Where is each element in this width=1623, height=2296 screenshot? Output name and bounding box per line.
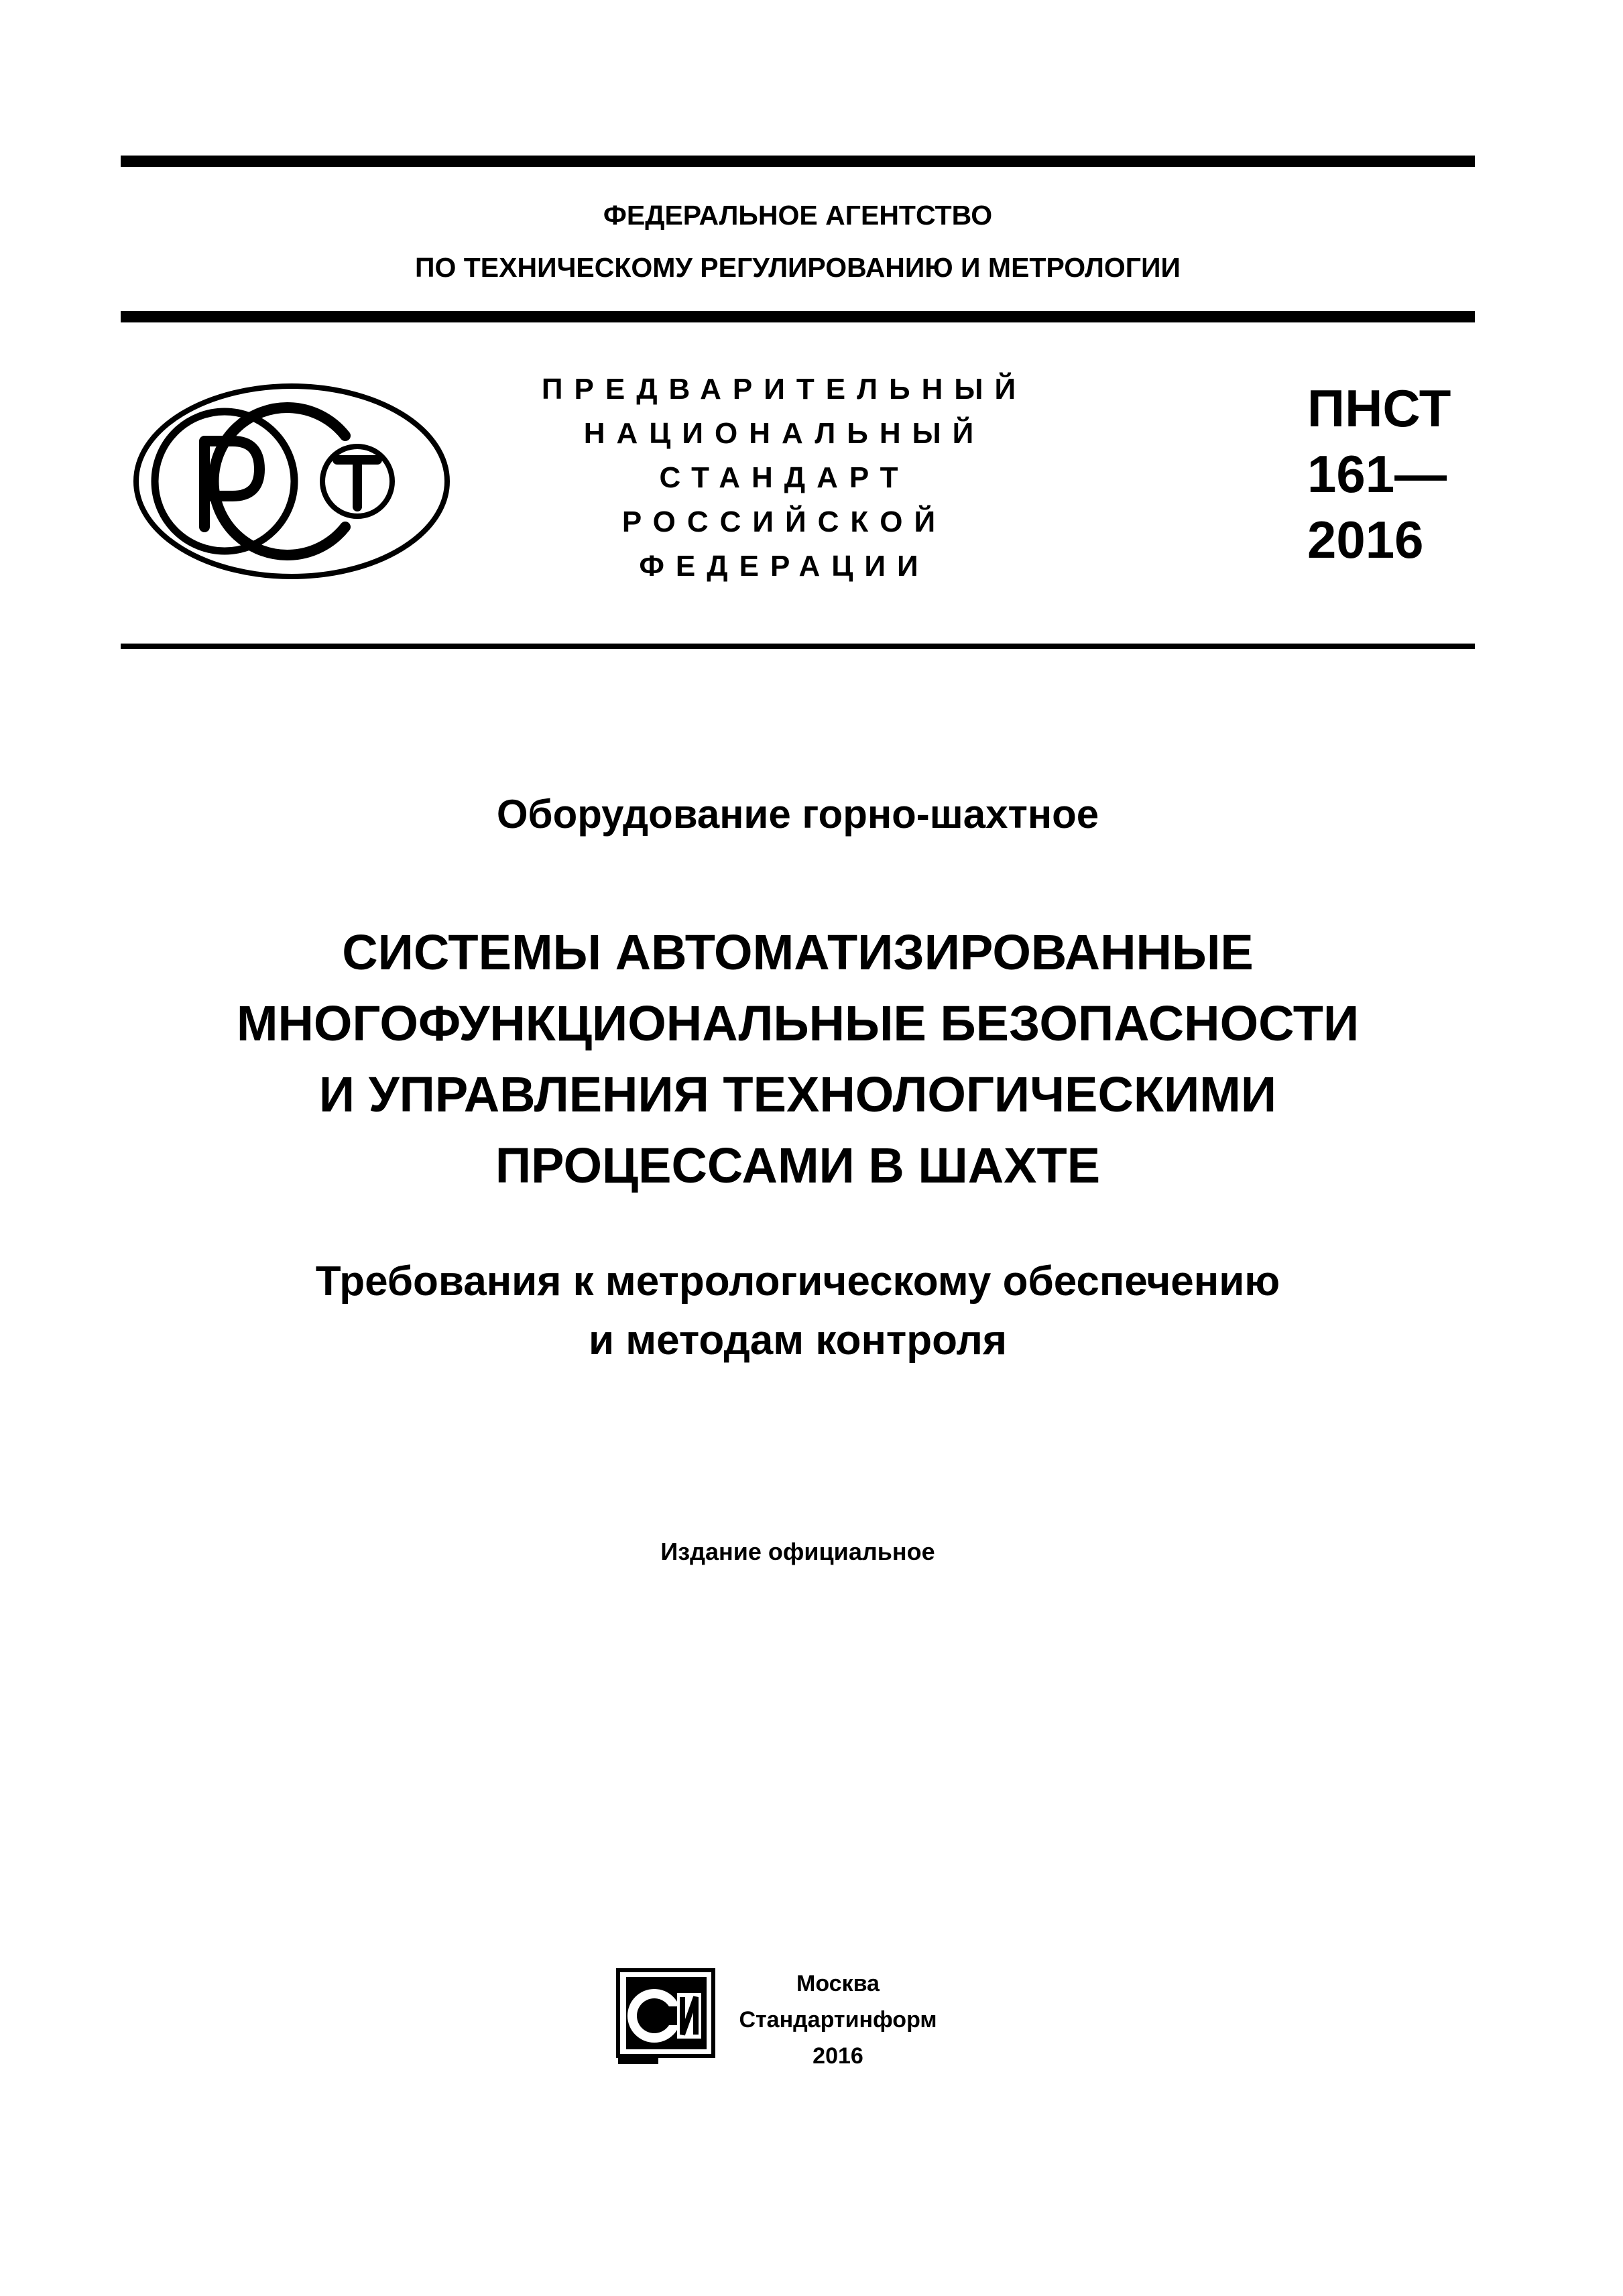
standard-kind-line: РОССИЙСКОЙ (621, 505, 947, 538)
standartinform-logo-icon (615, 1968, 716, 2067)
title-line: СИСТЕМЫ АВТОМАТИЗИРОВАННЫЕ (342, 924, 1254, 980)
header-bottom-rule (121, 644, 1475, 649)
subtitle-line: и методам контроля (588, 1317, 1008, 1364)
edition-note: Издание официальное (660, 1538, 935, 1565)
publisher-city: Москва (796, 1971, 880, 1996)
agency-name (121, 189, 1475, 294)
title-line: И УПРАВЛЕНИЯ ТЕХНОЛОГИЧЕСКИМИ (318, 1067, 1277, 1122)
standard-kind-line: СТАНДАРТ (659, 461, 910, 494)
publisher-info (727, 1966, 949, 2074)
document-category: Оборудование горно-шахтное (496, 792, 1099, 837)
standard-number (1307, 375, 1451, 572)
agency-rule (121, 311, 1475, 322)
rst-logo-icon (131, 381, 453, 582)
publisher-name: Стандартинформ (739, 2007, 937, 2033)
document-title (121, 917, 1475, 1201)
standard-kind (509, 367, 1059, 589)
standard-kind-line: ПРЕДВАРИТЕЛЬНЫЙ (541, 373, 1028, 406)
standard-number-line: ПНСТ (1307, 379, 1451, 438)
title-line: ПРОЦЕССАМИ В ШАХТЕ (495, 1138, 1101, 1193)
document-subtitle (121, 1252, 1475, 1370)
standard-kind-line: ФЕДЕРАЦИИ (639, 550, 930, 583)
standard-number-line: 161— (1307, 444, 1447, 503)
standard-number-line: 2016 (1307, 510, 1424, 569)
agency-line-1: ФЕДЕРАЛЬНОЕ АГЕНТСТВО (603, 200, 993, 231)
title-line: МНОГОФУНКЦИОНАЛЬНЫЕ БЕЗОПАСНОСТИ (236, 995, 1360, 1051)
publisher-year: 2016 (813, 2043, 863, 2069)
subtitle-line: Требования к метрологическому обеспечению (315, 1258, 1280, 1305)
top-rule (121, 156, 1475, 167)
standard-kind-line: НАЦИОНАЛЬНЫЙ (583, 417, 985, 450)
agency-line-2: ПО ТЕХНИЧЕСКОМУ РЕГУЛИРОВАНИЮ И МЕТРОЛОГИИ (415, 252, 1181, 283)
